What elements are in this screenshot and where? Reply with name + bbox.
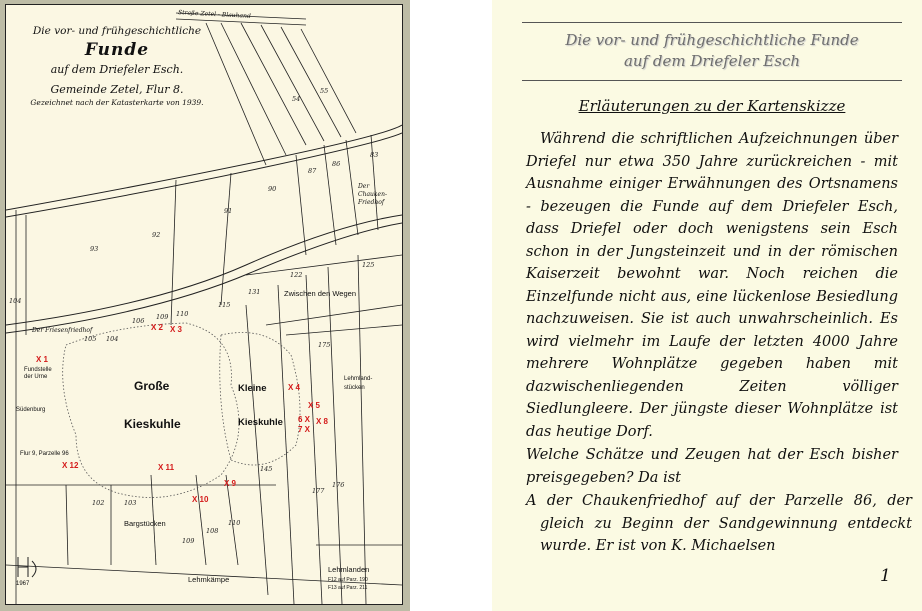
- map-sheet: [5, 4, 403, 605]
- paragraph-3: A der Chaukenfriedhof auf der Parzelle 86, der gleich zu Beginn der Sandgewinnung entdeckt wurde. Er ist von K. Michaelsen: [526, 493, 912, 554]
- label-friesenfriedhof: Der Friesenfriedhof: [32, 327, 93, 334]
- parcel-number: 54: [292, 95, 301, 103]
- map-title-block: [12, 25, 222, 107]
- find-marker: X 5: [308, 401, 321, 410]
- label-kleine: Kleine: [238, 383, 267, 394]
- header-bottom-rule: [522, 80, 902, 81]
- label-bargstuecken: Bargstücken: [124, 519, 166, 528]
- parcel-number: 175: [318, 341, 331, 349]
- map-panel: [0, 0, 410, 611]
- label-lehmkaempe: Lehmkämpe: [188, 575, 230, 584]
- parcel-number: 131: [248, 288, 261, 296]
- parcel-number: 109: [182, 537, 195, 545]
- parcel-number: 115: [218, 301, 231, 309]
- parcel-number: 176: [332, 481, 345, 489]
- parcel-number: 122: [290, 271, 303, 279]
- label-suedenburg: Südenburg: [16, 407, 46, 413]
- header-line1: Die vor- und frühgeschichtliche Funde: [565, 31, 859, 49]
- parcel-number: 87: [308, 167, 317, 175]
- find-marker: X 9: [224, 479, 237, 488]
- map-title-line4: Gemeinde Zetel, Flur 8.: [50, 83, 184, 96]
- paragraph-1: Während die schriftlichen Aufzeichnungen über Driefel nur etwa 350 Jahre zurückreichen - mit Ausnahme einiger Erwähnungen des Ortsnamens - bezeugen die Funde auf dem Driefeler Esch, dass Driefel oder doch wenigstens sein Esch schon in der Jungsteinzeit und in der römischen Kaiserzeit bewohnt war. Noch reichen die Einzelfunde nicht aus, eine lückenlose Besiedlung nachzuweisen. Sie ist auch unwahrscheinlich. Es wird vielmehr im Laufe der letzten 4000 Jahre mehrere Wohnplätze gegeben haben mit dazwischenliegenden Zeiten völliger Siedlungleere. Der jüngste dieser Wohnplätze ist das heutige Dorf.: [526, 131, 898, 440]
- parcel-number: 145: [260, 465, 273, 473]
- label-fundstelle: Fundstelle der Urne: [24, 367, 52, 380]
- label-zwischen-den-wegen: Zwischen den Wegen: [284, 289, 356, 298]
- signature-year: 1967: [16, 581, 30, 587]
- label-kieskuhle-small: Kieskuhle: [238, 417, 283, 428]
- parcel-number: 91: [224, 207, 233, 215]
- parcel-number: 93: [90, 245, 99, 253]
- parcel-number: 177: [312, 487, 325, 495]
- parcel-number: 109: [156, 313, 169, 321]
- page-header: [522, 30, 902, 72]
- find-marker: X 12: [62, 461, 79, 470]
- label-lehmlanden: Lehmlanden: [328, 565, 370, 574]
- map-title-line5: Gezeichnet nach der Katasterkarte von 1939.: [30, 98, 204, 107]
- parcel-number: 104: [106, 335, 119, 343]
- label-f12: F12 auf Parz. 190: [328, 577, 368, 583]
- parcel-number: 105: [84, 335, 97, 343]
- label-grosse: Große: [134, 379, 170, 393]
- text-page: [492, 0, 922, 611]
- find-marker: X 8: [316, 417, 329, 426]
- parcel-number: 92: [152, 231, 161, 239]
- label-kieskuhle-big: Kieskuhle: [124, 417, 181, 431]
- label-f13: F13 auf Parz. 211: [328, 585, 368, 591]
- parcel-number: 106: [132, 317, 145, 325]
- map-title-funde: Funde: [84, 40, 150, 60]
- find-marker: X 4: [288, 383, 301, 392]
- parcel-number: 125: [362, 261, 375, 269]
- label-flur9: Flur 9, Parzelle 96: [20, 451, 69, 457]
- parcel-number: 102: [92, 499, 105, 507]
- find-marker: 6 X: [298, 415, 311, 424]
- parcel-number: 103: [124, 499, 137, 507]
- label-chauken-friedhof: Der Chauken-Friedhof: [358, 183, 387, 206]
- find-marker: X 3: [170, 325, 183, 334]
- parcel-number: 110: [228, 519, 241, 527]
- map-title-line1: Die vor- und frühgeschichtliche: [32, 25, 202, 37]
- header-line2: auf dem Driefeler Esch: [623, 52, 800, 70]
- parcel-number: 83: [370, 151, 379, 159]
- parcel-number: 104: [9, 297, 22, 305]
- find-marker: X 2: [151, 323, 164, 332]
- parcel-number: 110: [176, 310, 189, 318]
- top-rule: [522, 22, 902, 23]
- find-marker: 7 X: [298, 425, 311, 434]
- section-subheading: Erläuterungen zu der Kartenskizze: [578, 97, 846, 115]
- find-marker: X 11: [158, 463, 175, 472]
- find-marker: X 1: [36, 355, 49, 364]
- label-lehmland: Lehmland-stücken: [344, 376, 373, 391]
- page-number: 1: [880, 566, 891, 586]
- parcel-number: 86: [332, 160, 341, 168]
- parcel-number: 55: [320, 87, 329, 95]
- label-road-top: Straße Zetel - Blauhand: [177, 9, 251, 20]
- map-title-line3: auf dem Driefeler Esch.: [50, 63, 184, 76]
- find-marker: X 10: [192, 495, 209, 504]
- paragraph-2: Welche Schätze und Zeugen hat der Esch bisher preisgegeben? Da ist: [526, 447, 898, 486]
- parcel-number: 108: [206, 527, 219, 535]
- parcel-number: 90: [268, 185, 277, 193]
